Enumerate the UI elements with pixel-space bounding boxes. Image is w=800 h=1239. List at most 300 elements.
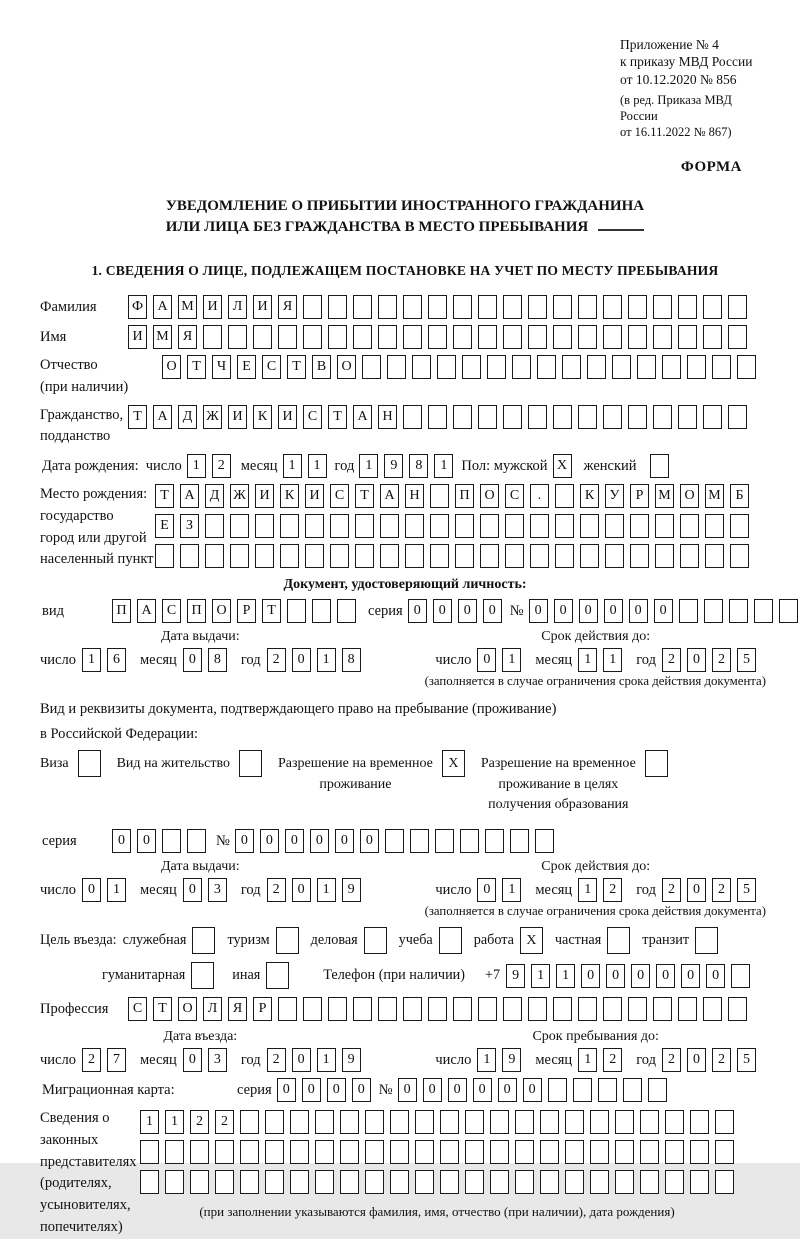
char-box[interactable]: 0 (183, 1048, 202, 1072)
char-box[interactable] (640, 1140, 659, 1164)
char-box[interactable]: 2 (82, 1048, 101, 1072)
char-box[interactable]: Т (155, 484, 174, 508)
char-box[interactable]: 1 (140, 1110, 159, 1134)
char-box[interactable]: С (303, 405, 322, 429)
char-box[interactable] (278, 997, 297, 1021)
char-box[interactable] (530, 544, 549, 568)
char-box[interactable] (580, 514, 599, 538)
char-box[interactable] (453, 295, 472, 319)
char-box[interactable]: 3 (208, 878, 227, 902)
char-box[interactable] (537, 355, 556, 379)
char-box[interactable] (480, 514, 499, 538)
char-box[interactable] (240, 1110, 259, 1134)
char-box[interactable]: 0 (235, 829, 254, 853)
char-box[interactable] (650, 454, 669, 478)
purpose-humanitarian-checkbox[interactable] (191, 962, 214, 989)
char-box[interactable]: 6 (107, 648, 126, 672)
char-box[interactable] (645, 750, 668, 777)
representatives-boxes-row2[interactable] (140, 1140, 734, 1164)
char-box[interactable]: 1 (502, 648, 521, 672)
char-box[interactable] (190, 1140, 209, 1164)
char-box[interactable] (362, 355, 381, 379)
char-box[interactable] (403, 405, 422, 429)
char-box[interactable]: 0 (477, 878, 496, 902)
char-box[interactable]: 3 (208, 1048, 227, 1072)
char-box[interactable] (628, 295, 647, 319)
char-box[interactable]: Н (405, 484, 424, 508)
char-box[interactable]: 1 (82, 648, 101, 672)
char-box[interactable] (690, 1170, 709, 1194)
char-box[interactable] (290, 1110, 309, 1134)
char-box[interactable]: 0 (310, 829, 329, 853)
char-box[interactable] (190, 1170, 209, 1194)
entry-month-boxes[interactable] (183, 1048, 227, 1072)
res-series-boxes[interactable] (112, 829, 206, 853)
char-box[interactable] (703, 997, 722, 1021)
char-box[interactable]: 0 (498, 1078, 517, 1102)
char-box[interactable]: 2 (267, 1048, 286, 1072)
char-box[interactable] (540, 1170, 559, 1194)
char-box[interactable]: К (580, 484, 599, 508)
char-box[interactable]: Р (630, 484, 649, 508)
birth-month-boxes[interactable] (283, 454, 327, 478)
doc-valid-year-boxes[interactable] (662, 648, 756, 672)
char-box[interactable] (687, 355, 706, 379)
char-box[interactable] (165, 1170, 184, 1194)
char-box[interactable] (653, 295, 672, 319)
char-box[interactable] (480, 544, 499, 568)
char-box[interactable] (628, 325, 647, 349)
char-box[interactable] (705, 514, 724, 538)
char-box[interactable] (640, 1110, 659, 1134)
char-box[interactable] (503, 295, 522, 319)
char-box[interactable]: Т (153, 997, 172, 1021)
char-box[interactable]: 1 (317, 648, 336, 672)
char-box[interactable] (453, 325, 472, 349)
char-box[interactable]: Ж (230, 484, 249, 508)
res-valid-month-boxes[interactable] (578, 878, 622, 902)
char-box[interactable] (690, 1140, 709, 1164)
char-box[interactable]: Л (203, 997, 222, 1021)
char-box[interactable]: 0 (681, 964, 700, 988)
char-box[interactable] (490, 1110, 509, 1134)
char-box[interactable]: 8 (342, 648, 361, 672)
char-box[interactable]: П (187, 599, 206, 623)
char-box[interactable] (703, 325, 722, 349)
char-box[interactable] (355, 544, 374, 568)
char-box[interactable] (378, 295, 397, 319)
char-box[interactable]: 8 (208, 648, 227, 672)
char-box[interactable] (428, 325, 447, 349)
char-box[interactable]: 1 (317, 878, 336, 902)
char-box[interactable]: 0 (352, 1078, 371, 1102)
char-box[interactable] (705, 544, 724, 568)
char-box[interactable] (510, 829, 529, 853)
char-box[interactable]: М (705, 484, 724, 508)
char-box[interactable]: 1 (578, 878, 597, 902)
representatives-boxes-row3[interactable] (140, 1170, 734, 1194)
char-box[interactable]: 2 (712, 1048, 731, 1072)
char-box[interactable]: 1 (317, 1048, 336, 1072)
char-box[interactable]: X (442, 750, 465, 777)
char-box[interactable] (365, 1140, 384, 1164)
char-box[interactable]: Я (178, 325, 197, 349)
char-box[interactable] (328, 325, 347, 349)
char-box[interactable]: 0 (360, 829, 379, 853)
char-box[interactable] (680, 544, 699, 568)
char-box[interactable]: 1 (477, 1048, 496, 1072)
char-box[interactable] (253, 325, 272, 349)
doc-kind-boxes[interactable] (112, 599, 356, 623)
char-box[interactable] (587, 355, 606, 379)
char-box[interactable] (162, 829, 181, 853)
char-box[interactable] (440, 1110, 459, 1134)
sex-female-checkbox[interactable] (650, 454, 669, 478)
char-box[interactable] (598, 1078, 617, 1102)
char-box[interactable] (678, 997, 697, 1021)
char-box[interactable]: 0 (260, 829, 279, 853)
char-box[interactable]: 1 (603, 648, 622, 672)
char-box[interactable] (440, 1140, 459, 1164)
char-box[interactable]: 0 (687, 1048, 706, 1072)
char-box[interactable]: Л (228, 295, 247, 319)
char-box[interactable]: 0 (183, 648, 202, 672)
char-box[interactable] (590, 1110, 609, 1134)
char-box[interactable]: И (128, 325, 147, 349)
char-box[interactable] (255, 544, 274, 568)
char-box[interactable]: 0 (529, 599, 548, 623)
char-box[interactable] (340, 1170, 359, 1194)
char-box[interactable]: И (203, 295, 222, 319)
char-box[interactable]: С (330, 484, 349, 508)
char-box[interactable] (562, 355, 581, 379)
char-box[interactable]: И (253, 295, 272, 319)
char-box[interactable] (266, 962, 289, 989)
char-box[interactable] (430, 544, 449, 568)
char-box[interactable] (607, 927, 630, 954)
char-box[interactable] (565, 1170, 584, 1194)
char-box[interactable]: 0 (629, 599, 648, 623)
char-box[interactable] (603, 997, 622, 1021)
char-box[interactable] (276, 927, 299, 954)
entry-day-boxes[interactable] (82, 1048, 126, 1072)
char-box[interactable]: 2 (662, 1048, 681, 1072)
char-box[interactable]: А (380, 484, 399, 508)
char-box[interactable] (315, 1140, 334, 1164)
char-box[interactable]: 0 (285, 829, 304, 853)
char-box[interactable]: 0 (654, 599, 673, 623)
char-box[interactable] (240, 1140, 259, 1164)
char-box[interactable] (540, 1110, 559, 1134)
char-box[interactable]: 1 (283, 454, 302, 478)
char-box[interactable]: Ф (128, 295, 147, 319)
char-box[interactable]: О (162, 355, 181, 379)
firstname-boxes[interactable] (128, 325, 747, 349)
char-box[interactable]: 0 (604, 599, 623, 623)
purpose-tourism-checkbox[interactable] (276, 927, 299, 954)
char-box[interactable] (378, 997, 397, 1021)
birthplace-boxes-row2[interactable] (155, 514, 749, 538)
purpose-official-checkbox[interactable] (192, 927, 215, 954)
char-box[interactable]: X (520, 927, 543, 954)
char-box[interactable]: 2 (712, 648, 731, 672)
char-box[interactable]: 1 (578, 648, 597, 672)
doc-issue-day-boxes[interactable] (82, 648, 126, 672)
char-box[interactable]: О (337, 355, 356, 379)
char-box[interactable]: 2 (662, 648, 681, 672)
char-box[interactable]: . (530, 484, 549, 508)
char-box[interactable]: 1 (434, 454, 453, 478)
char-box[interactable] (512, 355, 531, 379)
char-box[interactable] (637, 355, 656, 379)
char-box[interactable] (678, 405, 697, 429)
char-box[interactable] (192, 927, 215, 954)
char-box[interactable] (460, 829, 479, 853)
char-box[interactable]: Р (237, 599, 256, 623)
char-box[interactable] (191, 962, 214, 989)
char-box[interactable] (715, 1140, 734, 1164)
char-box[interactable]: Е (155, 514, 174, 538)
char-box[interactable] (380, 514, 399, 538)
char-box[interactable]: М (178, 295, 197, 319)
char-box[interactable] (712, 355, 731, 379)
char-box[interactable] (328, 295, 347, 319)
char-box[interactable] (605, 544, 624, 568)
char-box[interactable] (515, 1170, 534, 1194)
char-box[interactable]: 0 (327, 1078, 346, 1102)
char-box[interactable]: С (505, 484, 524, 508)
char-box[interactable] (215, 1140, 234, 1164)
char-box[interactable]: О (680, 484, 699, 508)
char-box[interactable]: 0 (82, 878, 101, 902)
char-box[interactable] (578, 295, 597, 319)
char-box[interactable] (665, 1170, 684, 1194)
char-box[interactable]: О (480, 484, 499, 508)
char-box[interactable]: У (605, 484, 624, 508)
char-box[interactable] (665, 1110, 684, 1134)
stay-year-boxes[interactable] (662, 1048, 756, 1072)
doc-valid-day-boxes[interactable] (477, 648, 521, 672)
char-box[interactable]: 0 (292, 878, 311, 902)
char-box[interactable] (435, 829, 454, 853)
char-box[interactable] (290, 1170, 309, 1194)
char-box[interactable] (528, 325, 547, 349)
char-box[interactable] (603, 295, 622, 319)
char-box[interactable] (715, 1110, 734, 1134)
char-box[interactable] (695, 927, 718, 954)
char-box[interactable]: 0 (183, 878, 202, 902)
char-box[interactable]: Т (328, 405, 347, 429)
char-box[interactable] (478, 405, 497, 429)
visa-checkbox[interactable] (78, 750, 101, 777)
char-box[interactable] (715, 1170, 734, 1194)
char-box[interactable]: 0 (523, 1078, 542, 1102)
char-box[interactable] (605, 514, 624, 538)
char-box[interactable]: 0 (579, 599, 598, 623)
char-box[interactable]: Т (187, 355, 206, 379)
char-box[interactable]: Б (730, 484, 749, 508)
char-box[interactable]: 2 (267, 878, 286, 902)
char-box[interactable] (553, 295, 572, 319)
char-box[interactable] (580, 544, 599, 568)
char-box[interactable] (287, 599, 306, 623)
char-box[interactable] (555, 544, 574, 568)
char-box[interactable] (265, 1170, 284, 1194)
char-box[interactable]: 0 (277, 1078, 296, 1102)
char-box[interactable]: И (255, 484, 274, 508)
char-box[interactable] (678, 325, 697, 349)
stay-day-boxes[interactable] (477, 1048, 521, 1072)
char-box[interactable]: 2 (712, 878, 731, 902)
char-box[interactable] (203, 325, 222, 349)
char-box[interactable]: И (305, 484, 324, 508)
char-box[interactable]: Я (228, 997, 247, 1021)
birth-day-boxes[interactable] (187, 454, 231, 478)
char-box[interactable] (590, 1170, 609, 1194)
char-box[interactable]: Р (253, 997, 272, 1021)
char-box[interactable] (565, 1140, 584, 1164)
char-box[interactable]: 9 (502, 1048, 521, 1072)
char-box[interactable]: 0 (656, 964, 675, 988)
residence-permit-checkbox[interactable] (239, 750, 262, 777)
char-box[interactable] (553, 997, 572, 1021)
char-box[interactable] (353, 295, 372, 319)
char-box[interactable] (390, 1140, 409, 1164)
char-box[interactable] (728, 295, 747, 319)
doc-issue-year-boxes[interactable] (267, 648, 361, 672)
char-box[interactable]: 0 (292, 1048, 311, 1072)
char-box[interactable] (380, 544, 399, 568)
char-box[interactable]: 1 (165, 1110, 184, 1134)
char-box[interactable] (205, 544, 224, 568)
char-box[interactable]: А (180, 484, 199, 508)
char-box[interactable] (328, 997, 347, 1021)
char-box[interactable]: 0 (458, 599, 477, 623)
char-box[interactable] (565, 1110, 584, 1134)
char-box[interactable]: 0 (483, 599, 502, 623)
char-box[interactable] (155, 544, 174, 568)
char-box[interactable] (405, 544, 424, 568)
char-box[interactable] (455, 544, 474, 568)
purpose-business-checkbox[interactable] (364, 927, 387, 954)
char-box[interactable] (278, 325, 297, 349)
purpose-study-checkbox[interactable] (439, 927, 462, 954)
char-box[interactable]: Д (205, 484, 224, 508)
birth-year-boxes[interactable] (359, 454, 453, 478)
profession-boxes[interactable] (128, 997, 747, 1021)
char-box[interactable] (180, 544, 199, 568)
char-box[interactable] (528, 295, 547, 319)
char-box[interactable] (430, 484, 449, 508)
char-box[interactable]: X (553, 454, 572, 478)
char-box[interactable] (353, 325, 372, 349)
char-box[interactable] (387, 355, 406, 379)
char-box[interactable] (485, 829, 504, 853)
char-box[interactable] (490, 1170, 509, 1194)
char-box[interactable]: 0 (408, 599, 427, 623)
char-box[interactable]: 2 (662, 878, 681, 902)
char-box[interactable] (205, 514, 224, 538)
char-box[interactable] (228, 325, 247, 349)
char-box[interactable]: П (455, 484, 474, 508)
char-box[interactable] (728, 325, 747, 349)
char-box[interactable] (678, 295, 697, 319)
char-box[interactable] (428, 295, 447, 319)
char-box[interactable] (540, 1140, 559, 1164)
char-box[interactable]: Я (278, 295, 297, 319)
char-box[interactable] (503, 325, 522, 349)
char-box[interactable] (453, 997, 472, 1021)
char-box[interactable]: 8 (409, 454, 428, 478)
char-box[interactable]: Т (355, 484, 374, 508)
char-box[interactable] (731, 964, 750, 988)
char-box[interactable] (330, 544, 349, 568)
char-box[interactable]: С (162, 599, 181, 623)
char-box[interactable] (530, 514, 549, 538)
char-box[interactable] (78, 750, 101, 777)
char-box[interactable] (655, 514, 674, 538)
char-box[interactable]: 1 (502, 878, 521, 902)
char-box[interactable] (465, 1110, 484, 1134)
temp-permit-checkbox[interactable] (442, 750, 465, 777)
char-box[interactable]: 0 (687, 878, 706, 902)
char-box[interactable] (305, 514, 324, 538)
char-box[interactable]: 2 (603, 1048, 622, 1072)
char-box[interactable]: 0 (302, 1078, 321, 1102)
char-box[interactable]: 9 (506, 964, 525, 988)
doc-issue-month-boxes[interactable] (183, 648, 227, 672)
char-box[interactable] (553, 405, 572, 429)
char-box[interactable]: 0 (477, 648, 496, 672)
char-box[interactable]: 5 (737, 878, 756, 902)
char-box[interactable] (303, 997, 322, 1021)
char-box[interactable] (703, 295, 722, 319)
representatives-boxes-row1[interactable] (140, 1110, 734, 1134)
char-box[interactable] (578, 405, 597, 429)
char-box[interactable] (303, 295, 322, 319)
char-box[interactable]: Т (287, 355, 306, 379)
char-box[interactable]: Д (178, 405, 197, 429)
char-box[interactable] (653, 405, 672, 429)
char-box[interactable]: 1 (107, 878, 126, 902)
char-box[interactable]: М (153, 325, 172, 349)
char-box[interactable] (690, 1110, 709, 1134)
char-box[interactable] (754, 599, 773, 623)
char-box[interactable] (535, 829, 554, 853)
char-box[interactable] (553, 325, 572, 349)
char-box[interactable] (315, 1170, 334, 1194)
char-box[interactable] (165, 1140, 184, 1164)
char-box[interactable] (415, 1110, 434, 1134)
patronymic-boxes[interactable] (162, 355, 756, 379)
char-box[interactable]: 0 (631, 964, 650, 988)
char-box[interactable] (505, 514, 524, 538)
char-box[interactable]: 9 (384, 454, 403, 478)
char-box[interactable]: К (253, 405, 272, 429)
char-box[interactable] (315, 1110, 334, 1134)
char-box[interactable] (478, 295, 497, 319)
char-box[interactable] (505, 544, 524, 568)
res-valid-year-boxes[interactable] (662, 878, 756, 902)
char-box[interactable] (555, 484, 574, 508)
sex-male-checkbox[interactable] (553, 454, 572, 478)
char-box[interactable] (428, 997, 447, 1021)
char-box[interactable]: А (153, 405, 172, 429)
char-box[interactable]: Т (262, 599, 281, 623)
char-box[interactable] (503, 997, 522, 1021)
char-box[interactable] (573, 1078, 592, 1102)
char-box[interactable] (437, 355, 456, 379)
